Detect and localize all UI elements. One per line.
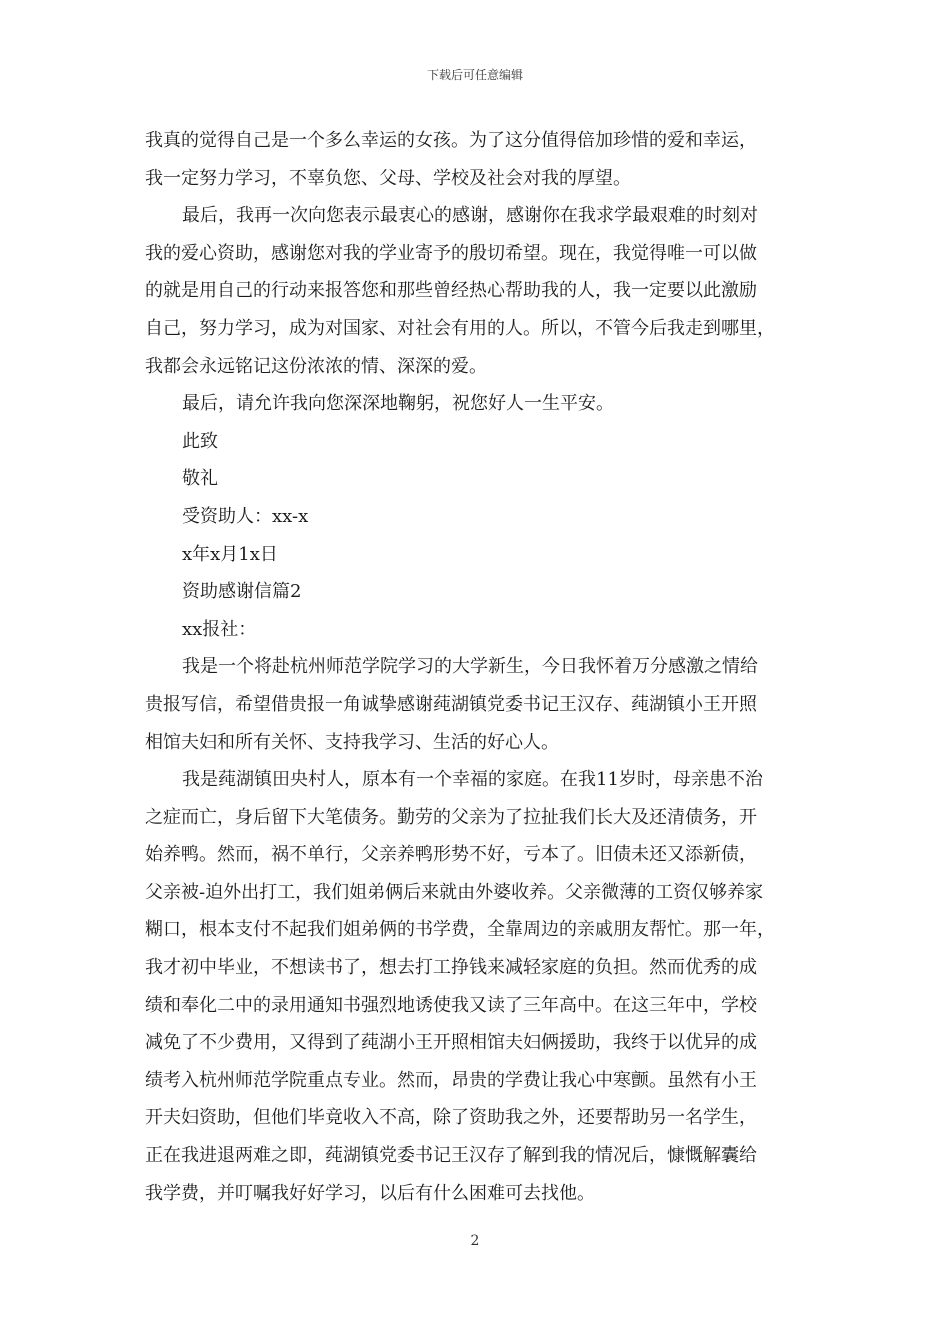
text-line: 我是莼湖镇田央村人，原本有一个幸福的家庭。在我11岁时，母亲患不治 xyxy=(182,769,763,791)
text-line: x年x月1x日 xyxy=(182,543,278,565)
text-line: 受资助人：xx-x xyxy=(182,505,309,527)
text-line: 最后，请允许我向您深深地鞠躬，祝您好人一生平安。 xyxy=(182,393,614,415)
text-line: 自己，努力学习，成为对国家、对社会有用的人。所以，不管今后我走到哪里， xyxy=(145,317,775,339)
text-line: 我是一个将赴杭州师范学院学习的大学新生，今日我怀着万分感激之情给 xyxy=(182,656,758,678)
text-line: 糊口，根本支付不起我们姐弟俩的书学费，全靠周边的亲戚朋友帮忙。那一年， xyxy=(145,919,775,941)
text-line: 正在我进退两难之即，莼湖镇党委书记王汉存了解到我的情况后，慷慨解囊给 xyxy=(145,1145,757,1167)
text-line: 我才初中毕业，不想读书了，想去打工挣钱来减轻家庭的负担。然而优秀的成 xyxy=(145,957,757,979)
text-line: 相馆夫妇和所有关怀、支持我学习、生活的好心人。 xyxy=(145,731,559,753)
text-line: 贵报写信，希望借贵报一角诚挚感谢莼湖镇党委书记王汉存、莼湖镇小王开照 xyxy=(145,693,757,715)
text-line: 绩和奉化二中的录用通知书强烈地诱使我又读了三年高中。在这三年中，学校 xyxy=(145,994,757,1016)
text-line: xx报社： xyxy=(182,618,257,640)
text-line: 我一定努力学习，不辜负您、父母、学校及社会对我的厚望。 xyxy=(145,167,631,189)
page-header: 下载后可任意编辑 xyxy=(426,68,523,82)
text-line: 资助感谢信篇2 xyxy=(182,581,302,603)
text-line: 我学费，并叮嘱我好好学习，以后有什么困难可去找他。 xyxy=(145,1182,595,1204)
page-number: 2 xyxy=(470,1233,480,1249)
text-line: 此致 xyxy=(182,430,218,452)
text-line: 我真的觉得自己是一个多么幸运的女孩。为了这分值得倍加珍惜的爱和幸运， xyxy=(145,130,757,151)
text-line: 我的爱心资助，感谢您对我的学业寄予的殷切希望。现在，我觉得唯一可以做 xyxy=(145,242,757,264)
text-line: 敬礼 xyxy=(182,468,218,490)
text-line: 之症而亡，身后留下大笔债务。勤劳的父亲为了拉扯我们长大及还清债务，开 xyxy=(145,806,757,828)
text-line: 始养鸭。然而，祸不单行，父亲养鸭形势不好，亏本了。旧债未还又添新债， xyxy=(145,844,757,866)
document-body xyxy=(145,122,807,1212)
text-line: 绩考入杭州师范学院重点专业。然而，昂贵的学费让我心中寒颤。虽然有小王 xyxy=(145,1069,757,1091)
text-line: 我都会永远铭记这份浓浓的情、深深的爱。 xyxy=(145,355,487,377)
text-line: 开夫妇资助，但他们毕竟收入不高，除了资助我之外，还要帮助另一名学生， xyxy=(145,1107,757,1129)
text-line: 最后，我再一次向您表示最衷心的感谢，感谢你在我求学最艰难的时刻对 xyxy=(182,205,758,227)
text-line: 的就是用自己的行动来报答您和那些曾经热心帮助我的人，我一定要以此激励 xyxy=(145,280,757,302)
text-line: 父亲被-迫外出打工，我们姐弟俩后来就由外婆收养。父亲微薄的工资仅够养家 xyxy=(145,881,764,903)
text-line: 减免了不少费用，又得到了莼湖小王开照相馆夫妇俩援助，我终于以优异的成 xyxy=(145,1032,757,1054)
